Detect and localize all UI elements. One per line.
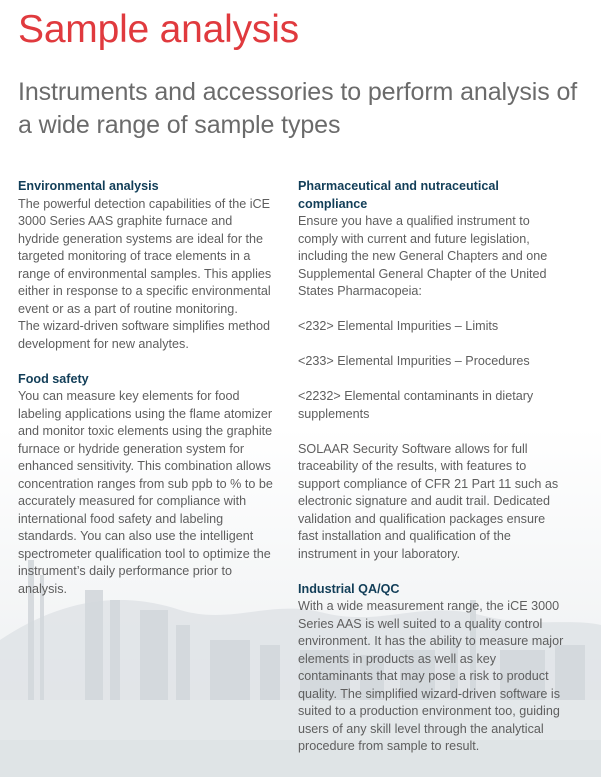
section-body: The wizard-driven software simplifies method development for new analytes. — [18, 319, 270, 351]
section-industrial — [298, 581, 566, 756]
left-column — [18, 178, 276, 598]
section-body: You can measure key elements for food labeling applications using the flame atomizer and monitor toxic elements using the graphite furnace or hydride generation system for enhanced sensitivity. This combination allows concentration ranges from sub ppb to % to be accurately measured for compliance with international food safety and labeling standards. You can also use the intelligent spectrometer qualification tool to optimize the instrument’s daily performance prior to analysis. — [18, 389, 273, 596]
chapter-item: <232> Elemental Impurities – Limits — [298, 319, 499, 333]
section-food-safety — [18, 371, 276, 599]
section-pharmaceutical — [298, 178, 566, 563]
section-body: Ensure you have a qualified instrument to comply with current and future legislation, including the new General Chapters and one Supplemental General Chapter of the United States Pharmacopeia: — [298, 214, 548, 298]
section-body: With a wide measurement range, the iCE 3000 Series AAS is well suited to a quality control environment. It has the ability to measure major elements in products as well as key contaminants that may pose a risk to product quality. The simplified wizard-driven software is suited to a production environment too, guiding users of any skill level through the analytical procedure from sample to result. — [298, 599, 564, 753]
chapter-item: <233> Elemental Impurities – Procedures — [298, 354, 530, 368]
page-title: Sample analysis — [18, 8, 299, 51]
section-environmental — [18, 178, 276, 353]
section-heading: Pharmaceutical and nutraceutical compliance — [298, 179, 499, 211]
section-body: The powerful detection capabilities of the iCE 3000 Series AAS graphite furnace and hydride generation systems are ideal for the targeted monitoring of trace elements in a range of environmental samples. This applies either in response to a specific environmental event or as a part of routine monitoring. — [18, 196, 272, 316]
section-body: SOLAAR Security Software allows for full traceability of the results, with features to support compliance of CFR 21 Part 11 such as electronic signature and audit trail. Dedicated validation and qualification packages ensure fast installation and qualification of the instrument in your laboratory. — [298, 441, 559, 561]
section-heading: Food safety — [18, 371, 89, 386]
right-column — [298, 178, 566, 756]
section-heading: Environmental analysis — [18, 179, 159, 193]
section-heading: Industrial QA/QC — [298, 581, 400, 596]
page-subtitle: Instruments and accessories to perform analysis of a wide range of sample types — [18, 78, 578, 139]
chapter-item: <2232> Elemental contaminants in dietary supplements — [298, 389, 534, 421]
